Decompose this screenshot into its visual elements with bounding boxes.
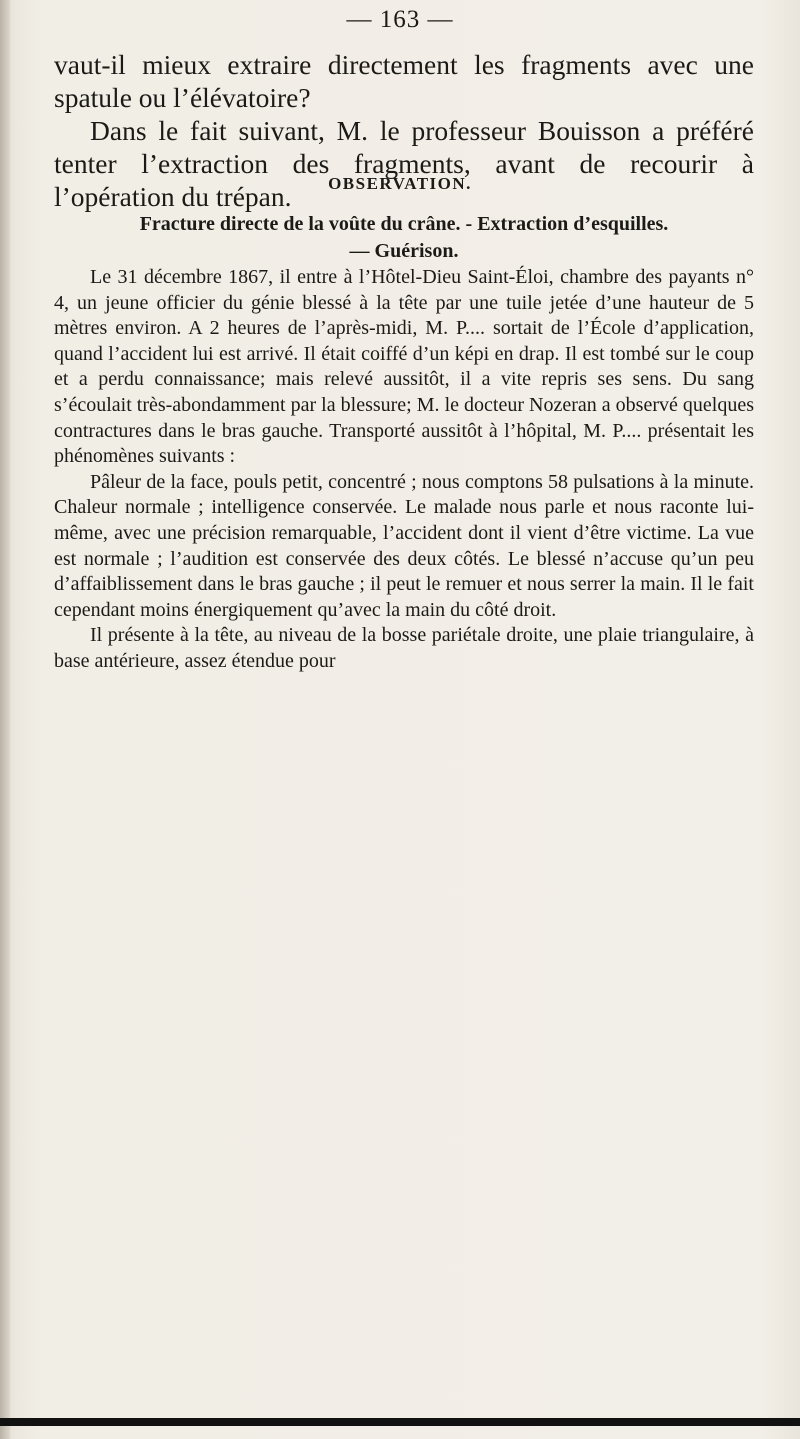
- page-number: — 163 —: [346, 6, 454, 33]
- observation-heading-line-1: Fracture directe de la voûte du crâne. - Extraction d’esquilles.: [139, 213, 669, 235]
- observation-body: [54, 265, 754, 675]
- observation-paragraph-1: Le 31 décembre 1867, il entre à l’Hôtel-Dieu Saint-Éloi, chambre des payants n° 4, un jeune officier du génie blessé à la tête par une tuile jetée d’une hauteur de 5 mètres environ. A 2 heures de l’après-midi, M. P.... sortait de l’École d’application, quand l’accident lui est arrivé. Il était coiffé d’un képi en drap. Il est tombé sur le coup et a perdu connaissance; mais relevé aussitôt, il a vite repris ses sens. Du sang s’écoulait très-abondamment par la blessure; M. le docteur Nozeran a observé quelques contractures dans le bras gauche. Transporté aussitôt à l’hôpital, M. P.... présentait les phénomènes suivants :: [54, 266, 754, 468]
- intro-paragraph-1: vaut-il mieux extraire directement les fragments avec une spatule ou l’élévatoire?: [54, 49, 754, 113]
- observation-label: OBSERVATION.: [328, 174, 472, 193]
- observation-paragraph-3: Il présente à la tête, au niveau de la bosse pariétale droite, une plaie triangulaire, à base antérieure, assez étendue pour: [54, 624, 754, 672]
- page-gutter: [0, 0, 10, 1439]
- intro-paragraph-2: Dans le fait suivant, M. le professeur Bouisson a préféré tenter l’extraction des fragments, avant de recourir à l’opération du trépan.: [54, 115, 754, 212]
- bottom-border: [0, 1418, 800, 1426]
- observation-paragraph-2: Pâleur de la face, pouls petit, concentré ; nous comptons 58 pulsations à la minute. Chaleur normale ; intelligence conservée. Le malade nous parle et nous raconte lui-même, avec une précision remarquable, l’accident dont il vient d’être victime. La vue est normale ; l’audition est conservée des deux côtés. Le blessé n’accuse qu’un peu d’affaiblissement dans le bras gauche ; il peut le remuer et nous serrer la main. Il le fait cependant moins énergiquement qu’avec la main du côté droit.: [54, 470, 754, 621]
- observation-heading: [54, 211, 754, 265]
- observation-heading-line-2: — Guérison.: [349, 240, 459, 262]
